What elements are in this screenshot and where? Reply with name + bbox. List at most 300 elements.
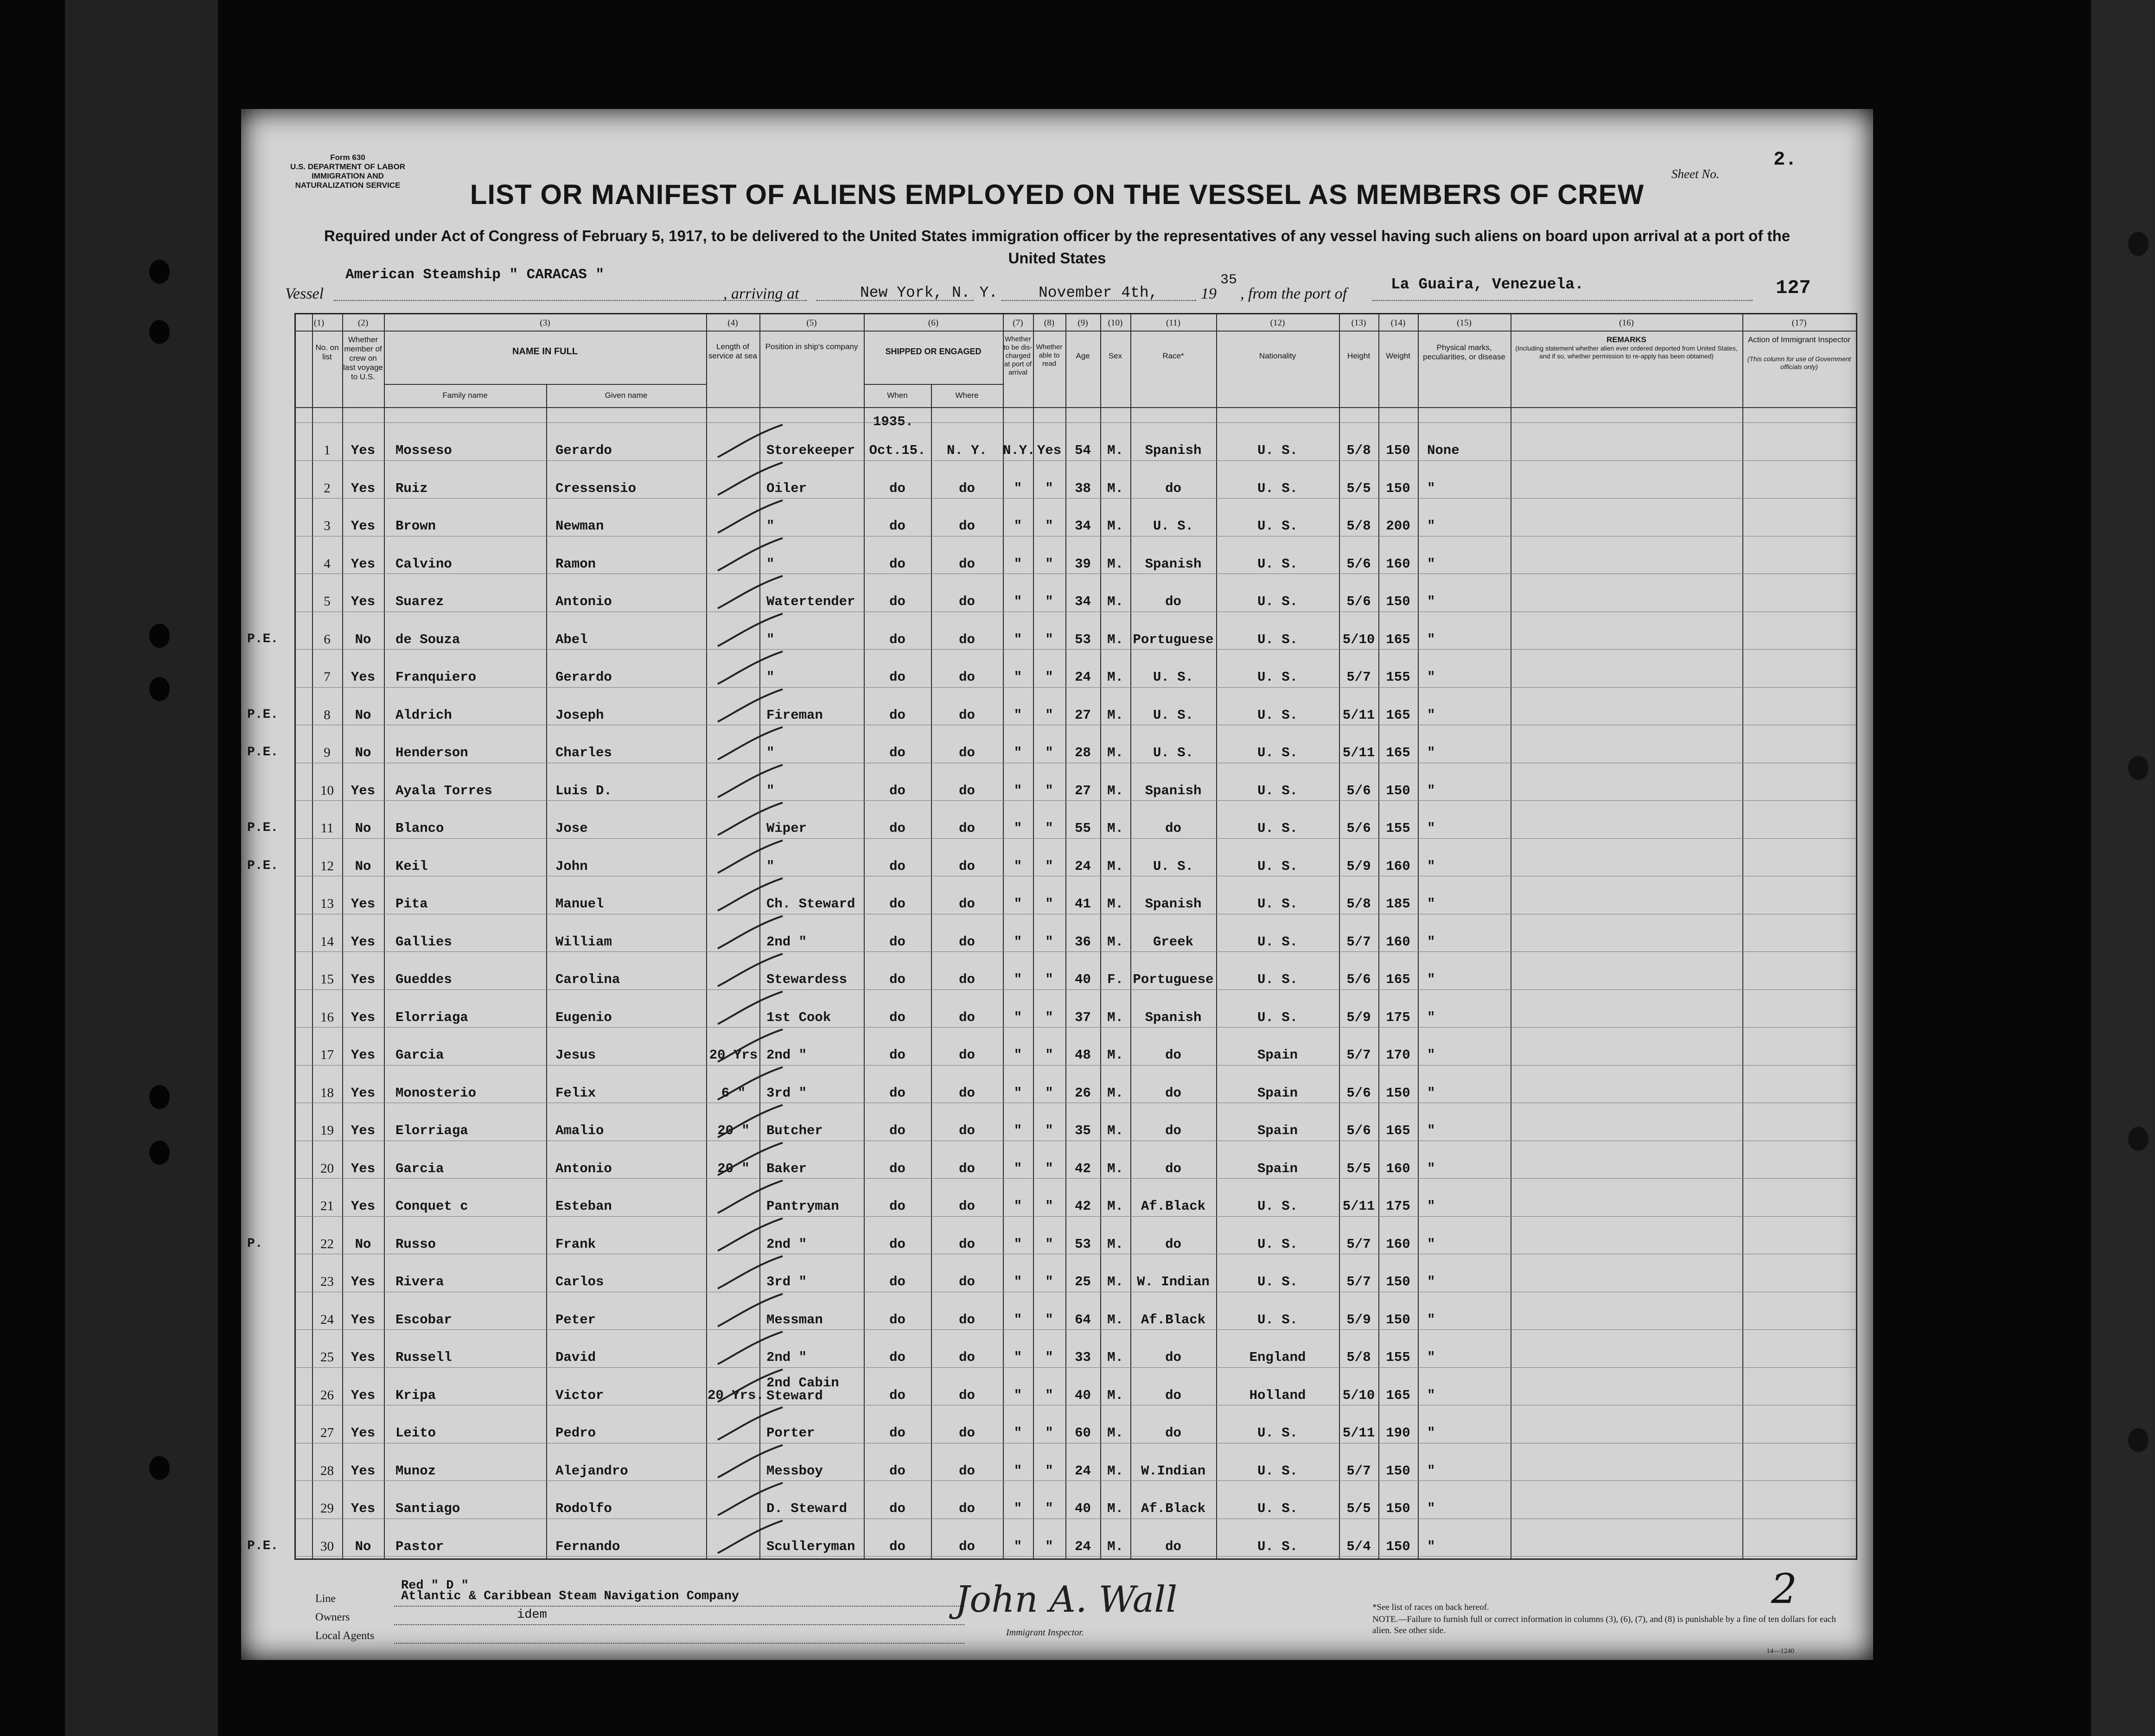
- cell-physical-marks: ": [1427, 1463, 1435, 1479]
- row-divider: [296, 649, 1856, 650]
- cell-weight: 175: [1386, 1009, 1410, 1025]
- margin-note: P.E.: [247, 821, 279, 835]
- cell-height: 5/8: [1346, 518, 1371, 534]
- cell-shipped-where: do: [959, 1538, 975, 1554]
- from-dotline: [1372, 300, 1753, 301]
- header-weight: Weight: [1386, 351, 1410, 360]
- table-row: [296, 951, 1856, 989]
- cell-position: D. Steward: [766, 1501, 848, 1516]
- cell-race: W.Indian: [1141, 1463, 1206, 1479]
- cell-physical-marks: ": [1427, 1312, 1435, 1328]
- punch-hole: [149, 1141, 170, 1165]
- table-row: [296, 1254, 1856, 1292]
- cell-shipped-when: do: [889, 1009, 905, 1025]
- cell-nationality: U. S.: [1257, 518, 1298, 534]
- cell-age: 41: [1075, 896, 1091, 912]
- cell-shipped-where: do: [959, 1425, 975, 1441]
- cell-race: U. S.: [1153, 670, 1193, 685]
- cell-height: 5/6: [1346, 1085, 1371, 1101]
- cell-shipped-when: do: [889, 556, 905, 572]
- cell-weight: 160: [1386, 556, 1410, 572]
- cell-nationality: U. S.: [1257, 1199, 1298, 1214]
- handwritten-number: 2: [1771, 1565, 1797, 1613]
- header-able-read: Whether able to read: [1036, 343, 1063, 368]
- row-divider: [296, 800, 1856, 801]
- cell-able-to-read: ": [1045, 1463, 1053, 1479]
- check-stroke: [718, 1029, 783, 1062]
- page-number: 127: [1776, 277, 1811, 299]
- col-num: (8): [1044, 318, 1055, 328]
- cell-physical-marks: ": [1427, 821, 1435, 836]
- cell-discharged: ": [1014, 1350, 1022, 1365]
- table-row: [296, 763, 1856, 801]
- margin-note: P.E.: [247, 745, 279, 760]
- cell-discharged: ": [1014, 480, 1022, 496]
- table-row: [296, 914, 1856, 952]
- cell-given-name: Pedro: [555, 1425, 596, 1441]
- cell-weight: 150: [1386, 443, 1410, 458]
- cell-race: do: [1165, 480, 1181, 496]
- cell-given-name: Eugenio: [555, 1009, 612, 1025]
- cell-nationality: Spain: [1257, 1161, 1298, 1176]
- cell-family-name: Brown: [395, 518, 436, 534]
- cell-nationality: U. S.: [1257, 707, 1298, 723]
- cell-position: Butcher: [766, 1123, 823, 1138]
- cell-shipped-where: do: [959, 632, 975, 647]
- cell-nationality: U. S.: [1257, 1501, 1298, 1516]
- manifest-sheet: [241, 109, 1873, 1660]
- cell-member-last-voyage: No: [355, 632, 371, 647]
- col-num: (14): [1390, 318, 1406, 328]
- cell-weight: 150: [1386, 1085, 1410, 1101]
- col-num: (1): [313, 318, 325, 328]
- cell-able-to-read: ": [1045, 1538, 1053, 1554]
- cell-shipped-when: do: [889, 1387, 905, 1403]
- cell-nationality: U. S.: [1257, 1463, 1298, 1479]
- cell-family-name: Franquiero: [395, 670, 477, 685]
- cell-position: 2nd ": [766, 934, 807, 950]
- cell-discharged: ": [1014, 1538, 1022, 1554]
- punch-hole: [149, 677, 170, 701]
- table-row: [296, 536, 1856, 574]
- cell-height: 5/6: [1346, 821, 1371, 836]
- cell-height: 5/9: [1346, 1009, 1371, 1025]
- cell-given-name: Manuel: [555, 896, 604, 912]
- cell-position: ": [766, 670, 775, 685]
- cell-nationality: U. S.: [1257, 858, 1298, 874]
- cell-age: 36: [1075, 934, 1091, 950]
- cell-race: Af.Black: [1141, 1501, 1206, 1516]
- cell-discharged: ": [1014, 972, 1022, 987]
- header-physical: Physical marks, peculiarities, or disease: [1423, 343, 1505, 361]
- cell-height: 5/7: [1346, 1047, 1371, 1063]
- cell-row-number: 16: [320, 1009, 334, 1025]
- cell-height: 5/7: [1346, 1274, 1371, 1289]
- cell-sex: M.: [1107, 1463, 1123, 1479]
- cell-able-to-read: ": [1045, 1009, 1053, 1025]
- cell-member-last-voyage: Yes: [351, 972, 376, 987]
- fine-note: NOTE.—Failure to furnish full or correct information in columns (3), (6), (7), and (8) is punishable by a fine of ten dollars for each alien. See other side.: [1372, 1615, 1836, 1635]
- arriving-port: New York, N. Y.: [860, 284, 998, 301]
- cell-race: do: [1165, 1123, 1181, 1138]
- cell-family-name: Conquet c: [395, 1199, 468, 1214]
- scanner-left-strip: [65, 0, 218, 1736]
- cell-race: do: [1165, 1236, 1181, 1252]
- table-row: [296, 838, 1856, 876]
- cell-shipped-when: do: [889, 1312, 905, 1328]
- cell-given-name: Carlos: [555, 1274, 604, 1289]
- cell-sex: M.: [1107, 707, 1123, 723]
- check-stroke: [718, 992, 783, 1024]
- row-divider: [296, 951, 1856, 952]
- cell-discharged: ": [1014, 1236, 1022, 1252]
- cell-row-number: 19: [320, 1123, 334, 1138]
- cell-physical-marks: ": [1427, 1123, 1435, 1138]
- header-family-name: Family name: [442, 391, 488, 400]
- cell-row-number: 21: [320, 1199, 334, 1213]
- cell-race: U. S.: [1153, 745, 1193, 760]
- header-nationality: Nationality: [1259, 351, 1296, 360]
- cell-shipped-when: do: [889, 670, 905, 685]
- cell-able-to-read: Yes: [1037, 443, 1062, 458]
- header-length-service: Length of service at sea: [708, 342, 757, 360]
- cell-position: Pantryman: [766, 1199, 839, 1214]
- margin-note: P.E.: [247, 1538, 279, 1553]
- check-stroke: [718, 878, 783, 911]
- cell-row-number: 22: [320, 1236, 334, 1251]
- cell-physical-marks: ": [1427, 594, 1435, 609]
- cell-age: 54: [1075, 443, 1091, 458]
- cell-length-of-service: 20 Yrs.: [708, 1387, 764, 1403]
- cell-position: Oiler: [766, 480, 807, 496]
- row-divider: [296, 422, 1856, 423]
- cell-height: 5/11: [1342, 707, 1375, 723]
- cell-shipped-when: do: [889, 783, 905, 798]
- cell-family-name: Monosterio: [395, 1085, 477, 1101]
- cell-shipped-where: do: [959, 594, 975, 609]
- cell-able-to-read: ": [1045, 896, 1053, 912]
- check-stroke: [718, 1181, 783, 1213]
- cell-family-name: Gallies: [395, 934, 452, 950]
- cell-physical-marks: ": [1427, 707, 1435, 723]
- cell-weight: 160: [1386, 858, 1410, 874]
- cell-physical-marks: ": [1427, 1425, 1435, 1441]
- cell-family-name: Ruiz: [395, 480, 428, 496]
- cell-sex: M.: [1107, 1123, 1123, 1138]
- cell-race: Spanish: [1145, 443, 1202, 458]
- check-stroke: [718, 614, 783, 646]
- cell-sex: M.: [1107, 1501, 1123, 1516]
- cell-row-number: 30: [320, 1538, 334, 1554]
- cell-row-number: 18: [320, 1085, 334, 1100]
- margin-note: P.E.: [247, 707, 279, 722]
- cell-position: 2nd ": [766, 1236, 807, 1252]
- cell-age: 40: [1075, 1501, 1091, 1516]
- cell-row-number: 28: [320, 1463, 334, 1478]
- cell-sex: M.: [1107, 556, 1123, 572]
- cell-age: 24: [1075, 1463, 1091, 1479]
- from-label: , from the port of: [1240, 285, 1347, 302]
- cell-discharged: ": [1014, 1463, 1022, 1479]
- table-row: [296, 1443, 1856, 1481]
- cell-family-name: Russo: [395, 1236, 436, 1252]
- cell-given-name: Joseph: [555, 707, 604, 723]
- col-num: (6): [928, 318, 939, 328]
- header-given-name: Given name: [605, 391, 648, 400]
- header-action-sub: (This column for use of Government officials only): [1747, 355, 1851, 370]
- cell-shipped-where: do: [959, 670, 975, 685]
- cell-able-to-read: ": [1045, 972, 1053, 987]
- cell-row-number: 24: [320, 1312, 334, 1327]
- cell-physical-marks: ": [1427, 896, 1435, 912]
- cell-row-number: 7: [324, 670, 331, 684]
- check-stroke: [718, 1105, 783, 1137]
- cell-family-name: Garcia: [395, 1047, 444, 1063]
- year-prefix: 19: [1201, 285, 1217, 302]
- cell-physical-marks: ": [1427, 972, 1435, 987]
- cell-weight: 155: [1386, 821, 1410, 836]
- cell-age: 25: [1075, 1274, 1091, 1289]
- margin-note: P.: [247, 1236, 263, 1251]
- cell-height: 5/5: [1346, 1161, 1371, 1176]
- cell-row-number: 6: [324, 632, 331, 647]
- cell-race: Af.Black: [1141, 1199, 1206, 1214]
- cell-weight: 150: [1386, 594, 1410, 609]
- cell-row-number: 25: [320, 1350, 334, 1365]
- cell-family-name: Calvino: [395, 556, 452, 572]
- cell-family-name: Kripa: [395, 1387, 436, 1403]
- cell-family-name: Munoz: [395, 1463, 436, 1479]
- cell-height: 5/11: [1342, 1425, 1375, 1441]
- col-num: (13): [1351, 318, 1366, 328]
- cell-sex: M.: [1107, 1009, 1123, 1025]
- cell-age: 60: [1075, 1425, 1091, 1441]
- cell-age: 27: [1075, 783, 1091, 798]
- cell-nationality: U. S.: [1257, 594, 1298, 609]
- cell-physical-marks: ": [1427, 1236, 1435, 1252]
- table-row: [296, 725, 1856, 763]
- cell-sex: M.: [1107, 1199, 1123, 1214]
- cell-height: 5/6: [1346, 594, 1371, 609]
- cell-shipped-where: do: [959, 1047, 975, 1063]
- owners-value: idem: [517, 1608, 547, 1622]
- cell-given-name: Fernando: [555, 1538, 620, 1554]
- col-num: (7): [1013, 318, 1023, 328]
- cell-given-name: Alejandro: [555, 1463, 628, 1479]
- check-stroke: [718, 651, 783, 684]
- cell-shipped-where: do: [959, 1312, 975, 1328]
- cell-family-name: Keil: [395, 858, 428, 874]
- cell-height: 5/6: [1346, 556, 1371, 572]
- col-num: (4): [727, 318, 738, 328]
- cell-age: 40: [1075, 1387, 1091, 1403]
- cell-height: 5/11: [1342, 1199, 1375, 1214]
- margin-note: P.E.: [247, 632, 279, 646]
- cell-height: 5/6: [1346, 972, 1371, 987]
- cell-nationality: U. S.: [1257, 783, 1298, 798]
- cell-member-last-voyage: Yes: [351, 783, 376, 798]
- cell-row-number: 11: [320, 821, 334, 836]
- races-note: *See list of races on back hereof.: [1372, 1602, 1489, 1612]
- cell-row-number: 17: [320, 1047, 334, 1062]
- cell-given-name: Amalio: [555, 1123, 604, 1138]
- cell-weight: 155: [1386, 1350, 1410, 1365]
- cell-race: Portuguese: [1133, 972, 1214, 987]
- punch-hole: [149, 1456, 170, 1480]
- cell-sex: M.: [1107, 934, 1123, 950]
- table-row: [296, 1292, 1856, 1330]
- arrival-date: November 4th,: [1039, 284, 1158, 301]
- cell-nationality: U. S.: [1257, 745, 1298, 760]
- cell-able-to-read: ": [1045, 821, 1053, 836]
- cell-weight: 190: [1386, 1425, 1410, 1441]
- cell-position: 2nd ": [766, 1350, 807, 1365]
- owners-label: Owners: [315, 1611, 350, 1623]
- cell-nationality: U. S.: [1257, 972, 1298, 987]
- crew-table: [247, 313, 1857, 1560]
- cell-given-name: Newman: [555, 518, 604, 534]
- cell-given-name: Peter: [555, 1312, 596, 1328]
- cell-position: ": [766, 632, 775, 647]
- cell-shipped-when: do: [889, 594, 905, 609]
- cell-member-last-voyage: Yes: [351, 443, 376, 458]
- cell-able-to-read: ": [1045, 1123, 1053, 1138]
- cell-sex: M.: [1107, 1312, 1123, 1328]
- form-id: Form 630 U.S. DEPARTMENT OF LABOR IMMIGRATION AND NATURALIZATION SERVICE: [290, 153, 406, 190]
- table-row: [296, 422, 1856, 460]
- cell-discharged: ": [1014, 1161, 1022, 1176]
- cell-member-last-voyage: Yes: [351, 934, 376, 950]
- cell-nationality: U. S.: [1257, 632, 1298, 647]
- cell-row-number: 2: [324, 480, 331, 496]
- cell-race: Portuguese: [1133, 632, 1214, 647]
- cell-physical-marks: ": [1427, 670, 1435, 685]
- cell-sex: M.: [1107, 1161, 1123, 1176]
- check-stroke: [718, 727, 783, 760]
- cell-shipped-where: do: [959, 783, 975, 798]
- margin-note: P.E.: [247, 858, 279, 873]
- row-divider: [296, 1216, 1856, 1217]
- cell-height: 5/7: [1346, 1463, 1371, 1479]
- cell-position: Messboy: [766, 1463, 823, 1479]
- cell-age: 39: [1075, 556, 1091, 572]
- table-row: [296, 460, 1856, 498]
- table-row: [296, 687, 1856, 725]
- cell-position: Messman: [766, 1312, 823, 1328]
- cell-member-last-voyage: Yes: [351, 1009, 376, 1025]
- cell-row-number: 4: [324, 556, 331, 571]
- check-stroke: [718, 1445, 783, 1478]
- cell-age: 26: [1075, 1085, 1091, 1101]
- cell-shipped-when: do: [889, 1161, 905, 1176]
- cell-position: Porter: [766, 1425, 815, 1441]
- cell-race: Af.Black: [1141, 1312, 1206, 1328]
- header-remarks: REMARKS: [1607, 335, 1646, 344]
- cell-race: U. S.: [1153, 518, 1193, 534]
- cell-age: 24: [1075, 858, 1091, 874]
- check-stroke: [718, 1407, 783, 1440]
- cell-discharged: N.Y.: [1003, 443, 1035, 458]
- cell-shipped-when: do: [889, 1463, 905, 1479]
- cell-age: 40: [1075, 972, 1091, 987]
- cell-able-to-read: ": [1045, 594, 1053, 609]
- cell-height: 5/7: [1346, 934, 1371, 950]
- cell-physical-marks: ": [1427, 556, 1435, 572]
- cell-shipped-where: do: [959, 1161, 975, 1176]
- cell-age: 38: [1075, 480, 1091, 496]
- punch-hole: [149, 320, 170, 344]
- cell-member-last-voyage: Yes: [351, 1047, 376, 1063]
- cell-discharged: ": [1014, 632, 1022, 647]
- cell-member-last-voyage: No: [355, 707, 371, 723]
- cell-able-to-read: ": [1045, 1274, 1053, 1289]
- cell-shipped-when: do: [889, 858, 905, 874]
- cell-sex: M.: [1107, 745, 1123, 760]
- cell-physical-marks: ": [1427, 934, 1435, 950]
- cell-discharged: ": [1014, 783, 1022, 798]
- cell-shipped-where: do: [959, 1123, 975, 1138]
- cell-race: W. Indian: [1137, 1274, 1210, 1289]
- cell-physical-marks: ": [1427, 1009, 1435, 1025]
- cell-nationality: U. S.: [1257, 1538, 1298, 1554]
- cell-family-name: Aldrich: [395, 707, 452, 723]
- cell-shipped-where: do: [959, 1199, 975, 1214]
- cell-able-to-read: ": [1045, 1047, 1053, 1063]
- cell-discharged: ": [1014, 707, 1022, 723]
- cell-discharged: ": [1014, 1501, 1022, 1516]
- scanner-right-strip: [2091, 0, 2155, 1736]
- table-row: [296, 1367, 1856, 1405]
- owners-dotline: [394, 1624, 964, 1625]
- cell-weight: 200: [1386, 518, 1410, 534]
- cell-weight: 150: [1386, 1501, 1410, 1516]
- cell-age: 28: [1075, 745, 1091, 760]
- cell-physical-marks: ": [1427, 1085, 1435, 1101]
- arriving-label: , arriving at: [723, 285, 799, 302]
- form-code: 14—1240: [1766, 1647, 1794, 1655]
- row-divider: [296, 460, 1856, 461]
- cell-sex: M.: [1107, 670, 1123, 685]
- cell-nationality: U. S.: [1257, 1312, 1298, 1328]
- cell-position: Baker: [766, 1161, 807, 1176]
- cell-weight: 150: [1386, 1274, 1410, 1289]
- line-value: Atlantic & Caribbean Steam Navigation Company: [401, 1589, 740, 1603]
- row-divider: [296, 1178, 1856, 1179]
- cell-member-last-voyage: Yes: [351, 1161, 376, 1176]
- col-num: (2): [357, 318, 369, 328]
- row-divider: [296, 838, 1856, 839]
- cell-age: 34: [1075, 518, 1091, 534]
- cell-row-number: 12: [320, 858, 334, 874]
- line-label: Line: [315, 1593, 336, 1605]
- cell-member-last-voyage: Yes: [351, 1425, 376, 1441]
- cell-sex: M.: [1107, 783, 1123, 798]
- check-stroke: [718, 538, 783, 571]
- cell-shipped-where: do: [959, 1236, 975, 1252]
- cell-discharged: ": [1014, 821, 1022, 836]
- cell-discharged: ": [1014, 1425, 1022, 1441]
- col-num: (17): [1792, 318, 1807, 328]
- cell-row-number: 15: [320, 972, 334, 987]
- cell-shipped-when: do: [889, 1501, 905, 1516]
- cell-sex: M.: [1107, 480, 1123, 496]
- cell-sex: M.: [1107, 632, 1123, 647]
- sheet-no-label: Sheet No.: [1671, 167, 1720, 181]
- cell-position: ": [766, 858, 775, 874]
- cell-discharged: ": [1014, 896, 1022, 912]
- cell-physical-marks: ": [1427, 1047, 1435, 1063]
- cell-shipped-where: do: [959, 1009, 975, 1025]
